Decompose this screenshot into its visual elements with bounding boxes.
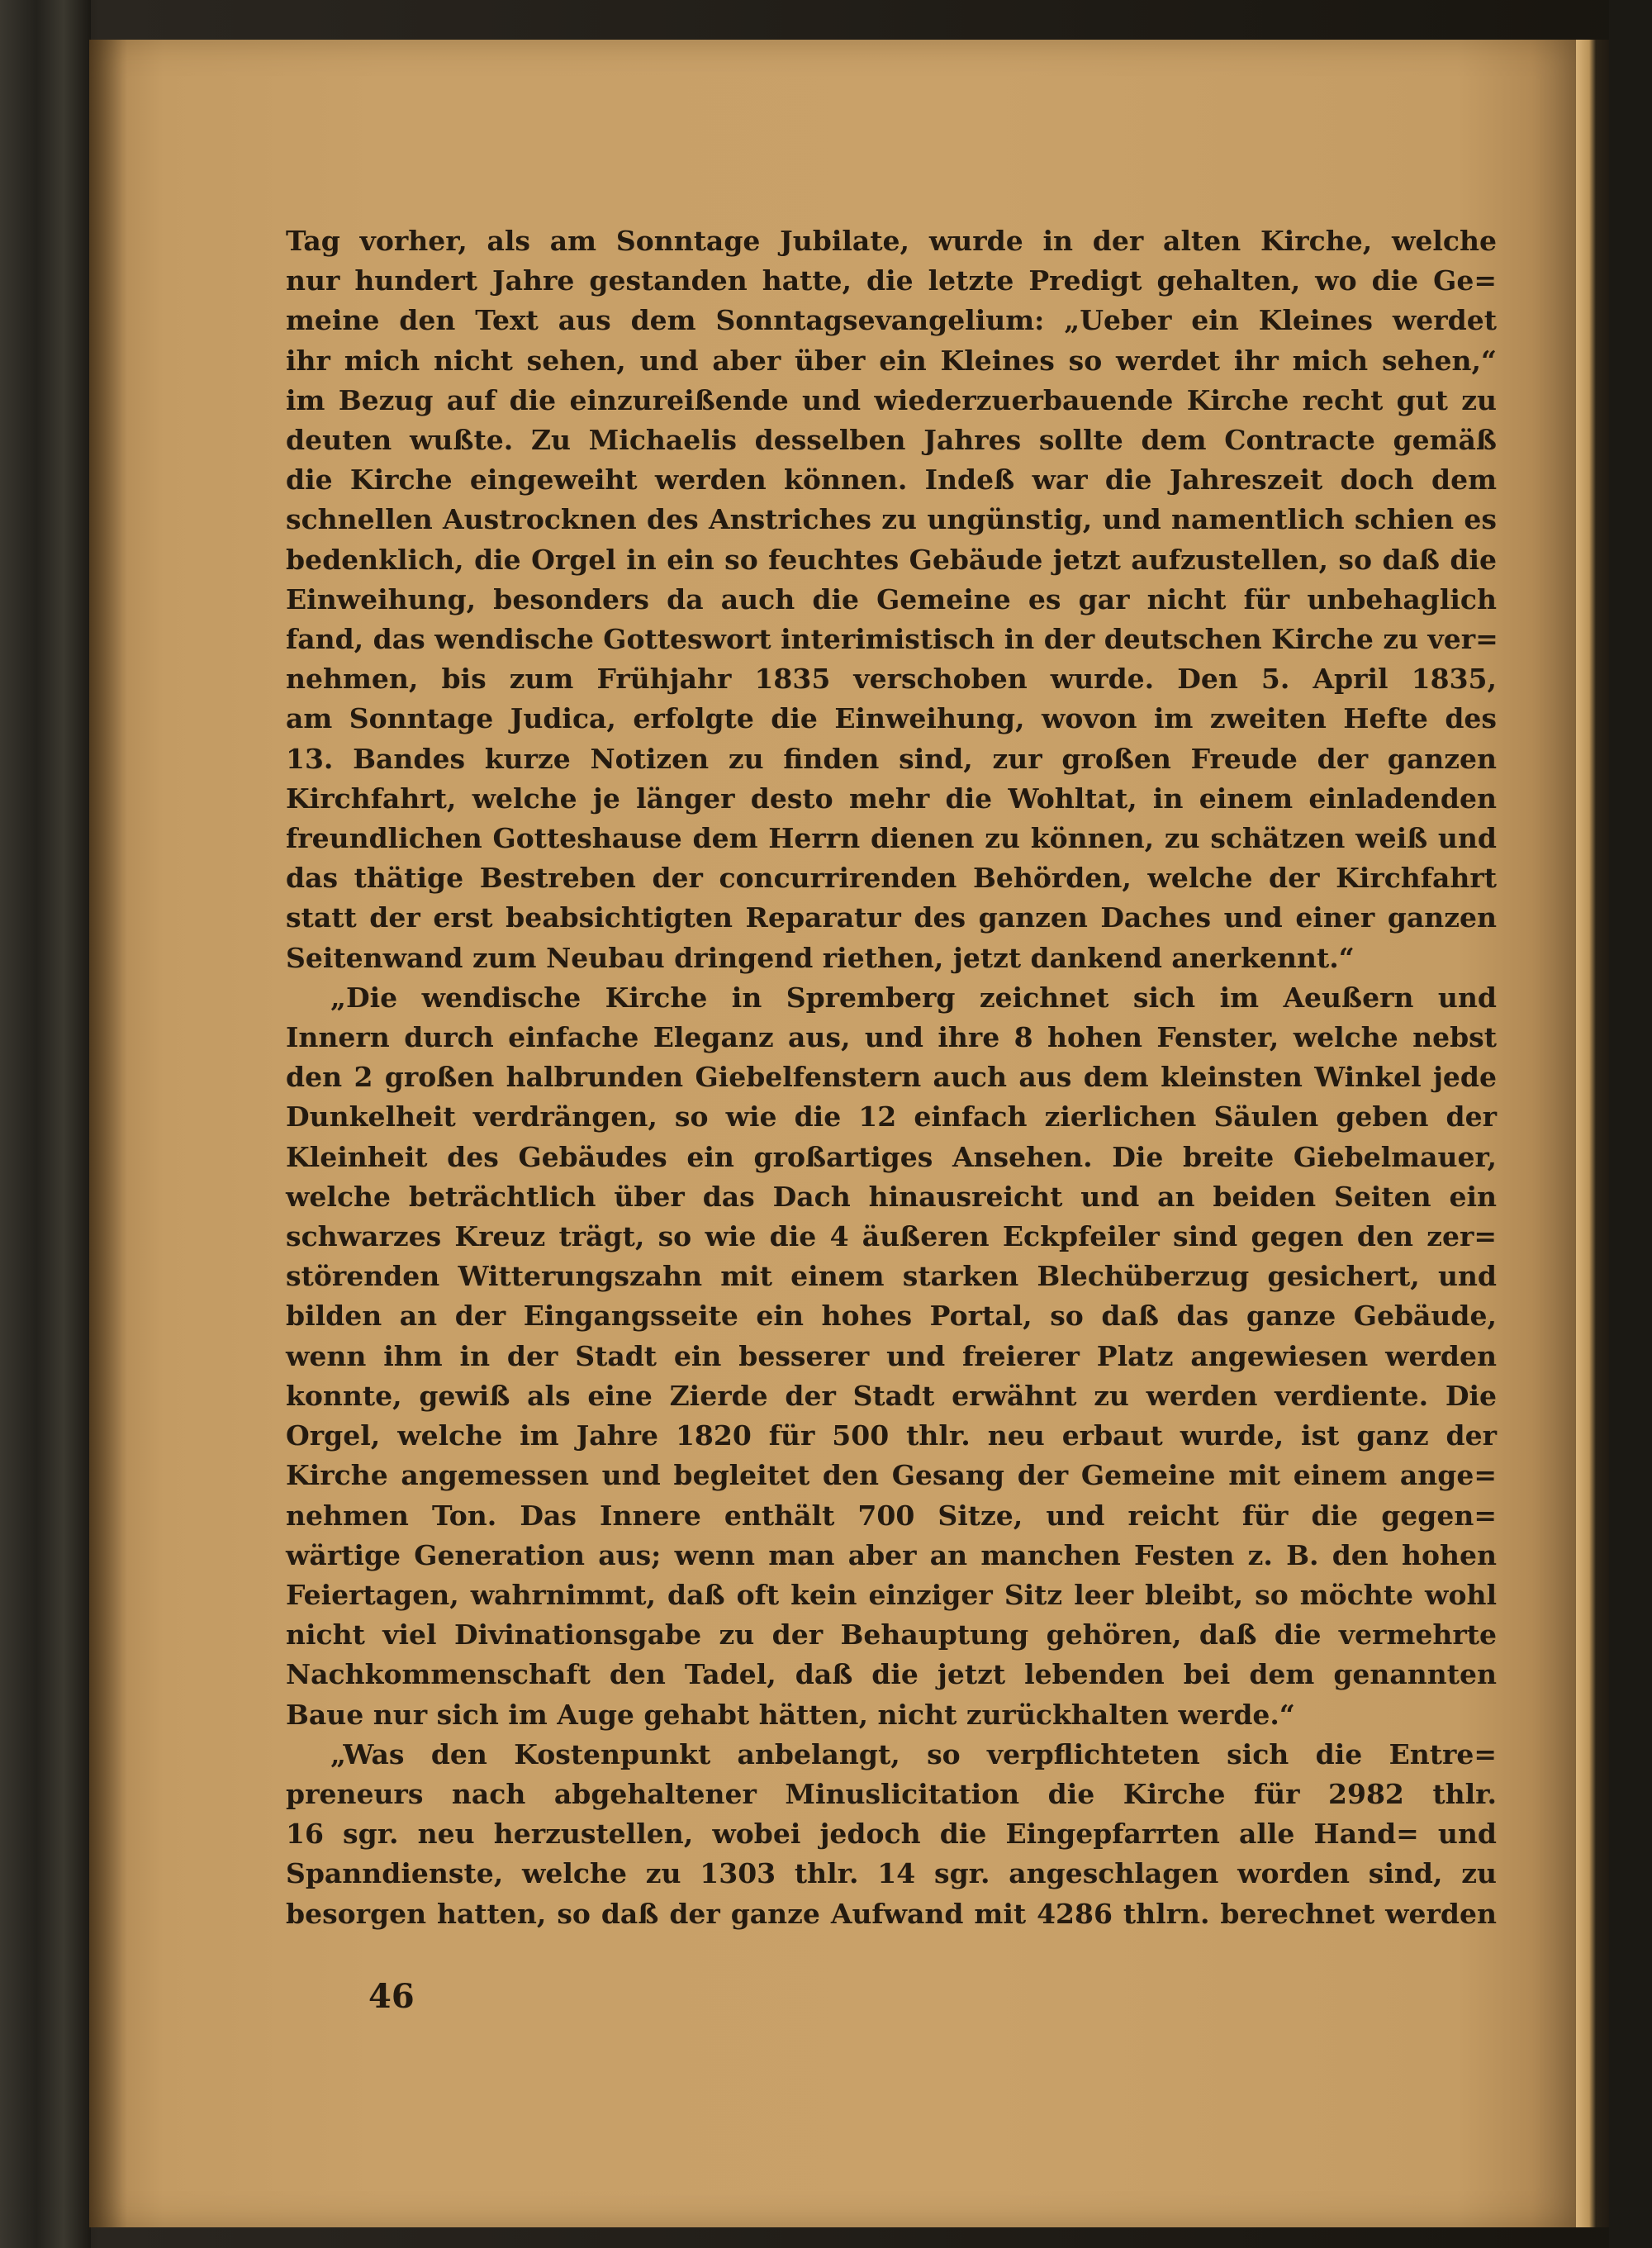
text-line: meine den Text aus dem Sonntagsevangelium: „Ueber ein Kleines werdet xyxy=(286,304,1497,337)
text-line: statt der erst beabsichtigten Reparatur des ganzen Daches und einer ganzen xyxy=(286,901,1497,934)
text-line: das thätige Bestreben der concurrirenden Behörden, welche der Kirchfahrt xyxy=(286,862,1497,895)
text-line: 16 sgr. neu herzustellen, wobei jedoch die Eingepfarrten alle Hand= und xyxy=(286,1818,1497,1851)
text-line: Seitenwand zum Neubau dringend riethen, jetzt dankend anerkennt.“ xyxy=(286,941,1355,974)
text-line: Kleinheit des Gebäudes ein großartiges Ansehen. Die breite Giebelmauer, xyxy=(286,1140,1497,1173)
text-line: preneurs nach abgehaltener Minuslicitation die Kirche für 2982 thlr. xyxy=(286,1777,1497,1810)
text-line: Orgel, welche im Jahre 1820 für 500 thlr. neu erbaut wurde, ist ganz der xyxy=(286,1419,1497,1452)
text-line: deuten wußte. Zu Michaelis desselben Jahres sollte dem Contracte gemäß xyxy=(286,424,1497,457)
text-line: nur hundert Jahre gestanden hatte, die letzte Predigt gehalten, wo die Ge= xyxy=(286,264,1497,297)
text-line: Einweihung, besonders da auch die Gemeine es gar nicht für unbehaglich xyxy=(286,582,1497,615)
text-line: die Kirche eingeweiht werden können. Indeß war die Jahreszeit doch dem xyxy=(286,463,1497,497)
page-edge-right xyxy=(1576,40,1609,2227)
text-line: Kirche angemessen und begleitet den Gesang der Gemeine mit einem ange= xyxy=(286,1459,1497,1492)
text-line: wenn ihm in der Stadt ein besserer und freierer Platz angewiesen werden xyxy=(286,1339,1497,1372)
text-line: störenden Witterungszahn mit einem starken Blechüberzug gesichert, und xyxy=(286,1260,1497,1293)
text-line: den 2 großen halbrunden Giebelfenstern auch aus dem kleinsten Winkel jede xyxy=(286,1061,1497,1094)
text-line: bilden an der Eingangsseite ein hohes Portal, so daß das ganze Gebäude, xyxy=(286,1300,1497,1333)
paragraph-1 xyxy=(286,221,1497,978)
text-line: freundlichen Gotteshause dem Herrn dienen zu können, zu schätzen weiß und xyxy=(286,822,1497,855)
text-line: Spanndienste, welche zu 1303 thlr. 14 sgr. angeschlagen worden sind, zu xyxy=(286,1857,1497,1890)
text-line: nehmen Ton. Das Innere enthält 700 Sitze, und reicht für die gegen= xyxy=(286,1499,1497,1532)
text-line: Kirchfahrt, welche je länger desto mehr die Wohltat, in einem einladenden xyxy=(286,782,1497,815)
text-line: „Was den Kostenpunkt anbelangt, so verpflichteten sich die Entre= xyxy=(330,1737,1497,1770)
text-line: Nachkommenschaft den Tadel, daß die jetzt lebenden bei dem genannten xyxy=(286,1658,1497,1691)
text-line: nehmen, bis zum Frühjahr 1835 verschoben wurde. Den 5. April 1835, xyxy=(286,663,1497,696)
text-line: konnte, gewiß als eine Zierde der Stadt erwähnt zu werden verdiente. Die xyxy=(286,1379,1497,1412)
text-line: Baue nur sich im Auge gehabt hätten, nicht zurückhalten werde.“ xyxy=(286,1698,1295,1731)
book-binding xyxy=(0,0,91,2248)
text-line: welche beträchtlich über das Dach hinausreicht und an beiden Seiten ein xyxy=(286,1180,1497,1213)
page-number: 46 xyxy=(368,1977,415,2016)
text-line: fand, das wendische Gotteswort interimistisch in der deutschen Kirche zu ver= xyxy=(286,623,1498,656)
text-line: schwarzes Kreuz trägt, so wie die 4 äußeren Eckpfeiler sind gegen den zer= xyxy=(286,1220,1497,1253)
text-line: bedenklich, die Orgel in ein so feuchtes Gebäude jetzt aufzustellen, so daß die xyxy=(286,543,1497,576)
text-line: wärtige Generation aus; wenn man aber an manchen Festen z. B. den hohen xyxy=(286,1538,1497,1571)
text-line: Innern durch einfache Eleganz aus, und ihre 8 hohen Fenster, welche nebst xyxy=(286,1021,1497,1054)
scan-background-right xyxy=(1609,0,1652,2248)
paragraph-2 xyxy=(286,978,1497,1735)
text-line: Feiertagen, wahrnimmt, daß oft kein einziger Sitz leer bleibt, so möchte wohl xyxy=(286,1578,1497,1611)
text-line: schnellen Austrocknen des Anstriches zu ungünstig, und namentlich schien es xyxy=(286,503,1497,536)
text-line: ihr mich nicht sehen, und aber über ein Kleines so werdet ihr mich sehen,“ xyxy=(286,344,1497,377)
text-line: 13. Bandes kurze Notizen zu finden sind, zur großen Freude der ganzen xyxy=(286,742,1497,775)
text-line: Tag vorher, als am Sonntage Jubilate, wurde in der alten Kirche, welche xyxy=(286,225,1497,257)
text-line: „Die wendische Kirche in Spremberg zeichnet sich im Aeußern und xyxy=(330,981,1497,1014)
page-body-text xyxy=(286,221,1497,1934)
text-line: nicht viel Divinationsgabe zu der Behauptung gehören, daß die vermehrte xyxy=(286,1618,1497,1652)
text-line: Dunkelheit verdrängen, so wie die 12 einfach zierlichen Säulen geben der xyxy=(286,1100,1497,1134)
text-line: besorgen hatten, so daß der ganze Aufwand mit 4286 thlrn. berechnet werden xyxy=(286,1897,1497,1930)
text-line: am Sonntage Judica, erfolgte die Einweihung, wovon im zweiten Hefte des xyxy=(286,702,1497,735)
text-line: im Bezug auf die einzureißende und wiederzuerbauende Kirche recht gut zu xyxy=(286,383,1497,416)
paragraph-3 xyxy=(286,1735,1497,1934)
